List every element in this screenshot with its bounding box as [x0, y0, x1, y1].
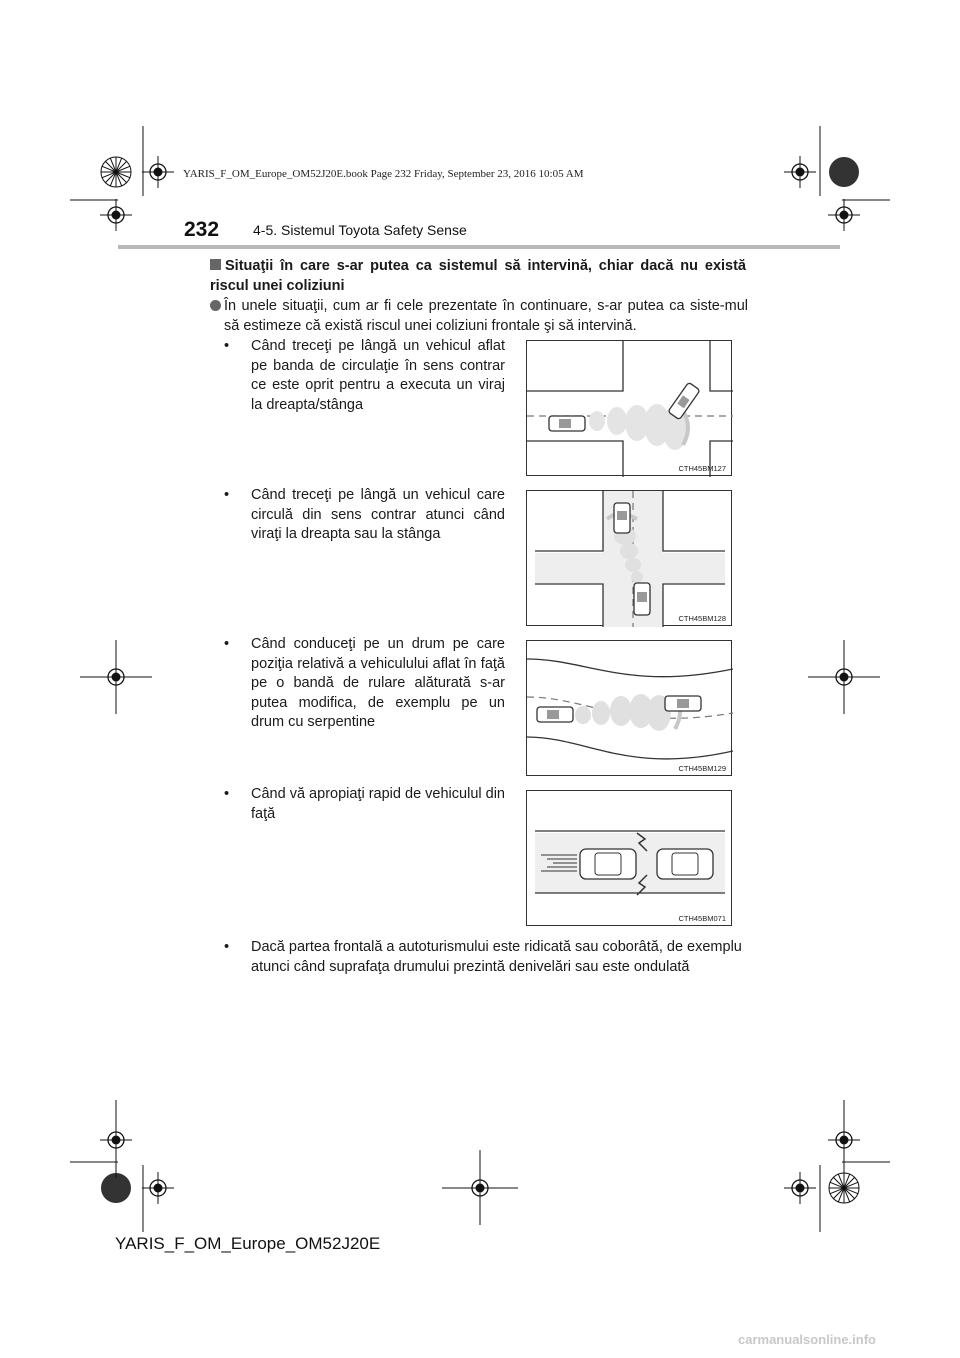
- figure-opposite-turning-vehicle: [526, 340, 732, 476]
- item-text: Când vă apropiaţi rapid de vehiculul din faţă: [251, 786, 505, 822]
- item-text: Dacă partea frontală a autoturismului este ridicată sau coborâtă, de exemplu atunci când suprafaţa drumului prezintă denivelări sau este ondulată: [251, 939, 742, 975]
- item-text: Când conduceţi pe un drum pe care poziţia relativă a vehiculului aflat în faţă pe o bandă de rulare alăturată s-ar putea modifica, de exemplu pe un drum cu serpentine: [251, 636, 505, 730]
- header-rule: [118, 245, 840, 249]
- figure-code: CTH45BM127: [678, 464, 726, 473]
- bullet: •: [224, 487, 230, 503]
- figure-code: CTH45BM128: [678, 614, 726, 623]
- watermark: carmanualsonline.info: [738, 1332, 876, 1347]
- figure-turning-vehicle: [526, 490, 732, 626]
- bullet: •: [224, 786, 230, 802]
- round-bullet-icon: [210, 300, 221, 311]
- figure-code: CTH45BM129: [678, 764, 726, 773]
- figure-code: CTH45BM071: [678, 914, 726, 923]
- page-number: 232: [184, 218, 220, 241]
- list-item: [224, 337, 505, 415]
- section-heading: [210, 256, 746, 296]
- footer-text: YARIS_F_OM_Europe_OM52J20E: [115, 1234, 381, 1253]
- intro-text: În unele situaţii, cum ar fi cele prezentate în continuare, s-ar putea ca siste-mul să estimeze că există riscul unei coliziuni frontale şi să intervină.: [224, 298, 748, 334]
- bullet: •: [224, 636, 230, 652]
- book-stamp: YARIS_F_OM_Europe_OM52J20E.book Page 232 Friday, September 23, 2016 10:05 AM: [183, 168, 584, 180]
- square-bullet-icon: [210, 259, 221, 270]
- item-text: Când treceţi pe lângă un vehicul care circulă din sens contrar atunci când viraţi la dreapta sau la stânga: [251, 487, 505, 542]
- heading-text: Situaţii în care s-ar putea ca sistemul să intervină, chiar dacă nu există riscul unei coliziuni: [210, 258, 746, 294]
- bullet: •: [224, 939, 230, 955]
- list-item: [224, 938, 753, 977]
- list-item: [224, 785, 505, 824]
- list-item: [224, 635, 505, 733]
- figure-rapid-approach: [526, 790, 732, 926]
- section-title: 4-5. Sistemul Toyota Safety Sense: [253, 222, 467, 238]
- list-item: [224, 486, 505, 545]
- item-text: Când treceţi pe lângă un vehicul aflat pe banda de circulaţie în sens contrar ce este oprit pentru a executa un viraj la dreapta/stânga: [251, 338, 505, 413]
- figure-winding-road: [526, 640, 732, 776]
- bullet: •: [224, 338, 230, 354]
- intro-paragraph: [224, 296, 748, 336]
